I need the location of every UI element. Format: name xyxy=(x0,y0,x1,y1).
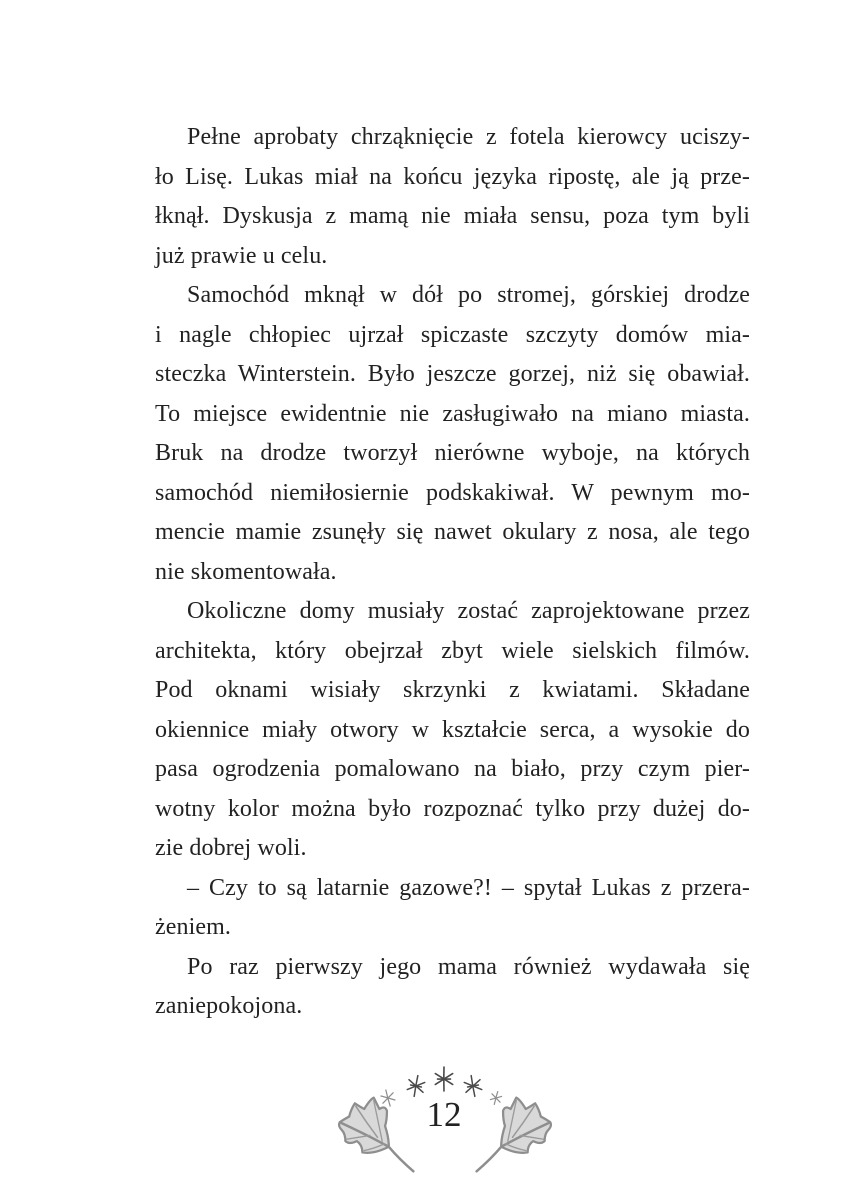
text-line: już prawie u celu. xyxy=(155,242,328,269)
footer-decoration xyxy=(330,1060,560,1185)
text-line: steczka Winterstein. Było jeszcze gorzej, niż się obawiał. xyxy=(155,361,750,387)
text-line: okiennice miały otwory w kształcie serca, a wysokie do xyxy=(155,716,750,743)
text-line: zie dobrej woli. xyxy=(155,835,307,861)
text-line: Samochód mknął w dół po stromej, górskiej drodze xyxy=(187,282,750,308)
text-line: Pełne aprobaty chrząknięcie z fotela kierowcy uciszy- xyxy=(187,124,750,150)
leaf-icon xyxy=(330,1092,425,1177)
star-icon xyxy=(431,1066,457,1092)
text-line: zaniepokojona. xyxy=(155,993,303,1019)
text-line: samochód niemiłosiernie podskakiwał. W pewnym mo- xyxy=(155,479,750,506)
text-line: – Czy to są latarnie gazowe?! – spytał Lukas z przera- xyxy=(187,874,750,901)
text-line: mencie mamie zsunęły się nawet okulary z nosa, ale tego xyxy=(155,519,750,545)
page-text xyxy=(155,118,750,1027)
text-line: Pod oknami wisiały skrzynki z kwiatami. Składane xyxy=(155,677,750,703)
text-line: To miejsce ewidentnie nie zasługiwało na miano miasta. xyxy=(155,400,750,427)
page-number: 12 xyxy=(426,1095,462,1134)
text-line: nie skomentowała. xyxy=(155,558,337,585)
text-line: żeniem. xyxy=(155,914,231,940)
text-line: architekta, który obejrzał zbyt wiele sielskich filmów. xyxy=(155,637,750,664)
text-line: Okoliczne domy musiały zostać zaprojektowane przez xyxy=(187,598,750,624)
text-line: łknął. Dyskusja z mamą nie miała sensu, poza tym byli xyxy=(155,203,750,229)
text-line: pasa ogrodzenia pomalowano na biało, przy czym pier- xyxy=(155,756,750,782)
leaf-icon xyxy=(465,1092,560,1177)
text-line: i nagle chłopiec ujrzał spiczaste szczyty domów mia- xyxy=(155,321,750,348)
text-line: Bruk na drodze tworzył nierówne wyboje, na których xyxy=(155,440,750,466)
text-line: ło Lisę. Lukas miał na końcu języka ripostę, ale ją prze- xyxy=(155,163,750,190)
text-line: Po raz pierwszy jego mama również wydawała się xyxy=(187,953,750,980)
text-line: wotny kolor można było rozpoznać tylko przy dużej do- xyxy=(155,795,750,822)
